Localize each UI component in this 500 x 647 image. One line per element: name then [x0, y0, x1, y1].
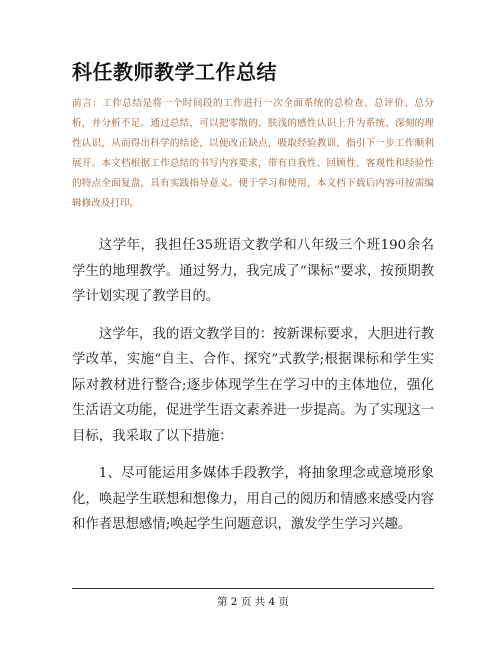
document-body	[72, 233, 434, 550]
preface-text: 前言：工作总结是将一个时间段的工作进行一次全面系统的总检查、总评价、总分析，并分析不足。通过总结，可以把零散的、肤浅的感性认识上升为系统、深刻的理性认识，从而得出科学的结论，以便改正缺点，吸取经验教训，指引下一步工作顺利展开。本文档根据工作总结的书写内容要求，带有自我性、回顾性、客观性和经验性的特点全面复盘，具有实践指导意义。便于学习和使用，本文档下载后内容可按需编辑修改及打印。	[72, 98, 434, 209]
document-title: 科任教师教学工作总结	[72, 60, 277, 84]
body-paragraph: 这学年，我的语文教学目的：按新课标要求，大胆进行教学改革，实施“自主、合作、探究”式教学;根据课标和学生实际对教材进行整合;逐步体现学生在学习中的主体地位，强化生活语文功能，促进学生语文素养进一步提高。为了实现这一目标，我采取了以下措施：	[72, 326, 434, 444]
body-paragraph: 这学年，我担任35班语文教学和八年级三个班190余名学生的地理教学。通过努力，我完成了“课标”要求，按预期教学计划实现了教学目的。	[72, 238, 434, 304]
body-paragraph: 1、尽可能运用多媒体手段教学，将抽象理念或意境形象化，唤起学生联想和想像力，用自己的阅历和情感来感受内容和作者思想感情;唤起学生问题意识，激发学生学习兴趣。	[72, 466, 434, 532]
page-number: 第 2 页 共 4 页	[216, 596, 290, 608]
footer-divider	[72, 588, 434, 589]
